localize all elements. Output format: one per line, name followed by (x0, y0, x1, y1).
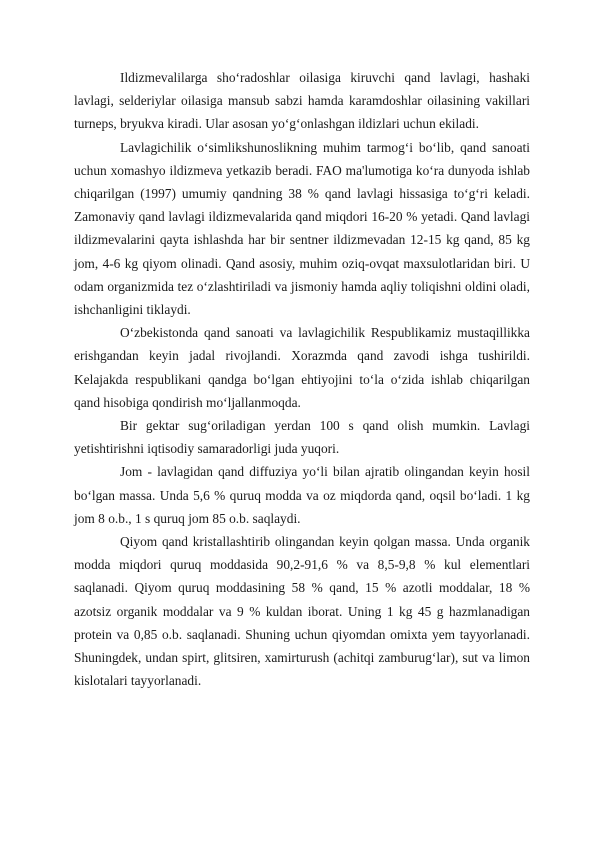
paragraph-root-vegetables: Ildizmevalilarga sho‘radoshlar oilasiga kiruvchi qand lavlagi, hashaki lavlagi, selderiylar oilasiga mansub sabzi hamda karamdoshlar oilasining vakillari turneps, bryukva kiradi. Ular asosan yo‘g‘onlashgan ildizlari uchun ekiladi. (74, 70, 530, 132)
paragraph-pulp: Jom - lavlagidan qand diffuziya yo‘li bilan ajratib olingandan keyin hosil bo‘lgan massa. Unda 5,6 % quruq modda va oz miqdorda qand, oqsil bo‘ladi. 1 kg jom 8 o.b., 1 s quruq jom 85 o.b. saqlaydi. (74, 464, 530, 526)
paragraph-molasses: Qiyom qand kristallashtirib olingandan keyin qolgan massa. Unda organik modda miqdori quruq moddasida 90,2-91,6 % va 8,5-9,8 % kul elementlari saqlanadi. Qiyom quruq moddasining 58 % qand, 15 % azotli moddalar, 18 % azotsiz organik moddalar va 9 % kuldan iborat. Uning 1 kg 45 g hazmlanadigan protein va 0,85 o.b. saqlanadi. Shuning uchun qiyomdan omixta yem tayyorlanadi. Shuningdek, undan spirt, glitsiren, xamirturush (achitqi zamburug‘lar), sut va limon kislotalari tayyorlanadi. (74, 534, 530, 689)
document-body (74, 66, 530, 692)
paragraph-uzbekistan-industry: O‘zbekistonda qand sanoati va lavlagichilik Respublikamiz mustaqillikka erishgandan keyin jadal rivojlandi. Xorazmda qand zavodi ishga tushirildi. Kelajakda respublikani qandga bo‘lgan ehtiyojini to‘la o‘zida ishlab chiqarilgan qand hisobiga qondirish mo‘ljallanmoqda. (74, 325, 530, 410)
paragraph-yield: Bir gektar sug‘oriladigan yerdan 100 s qand olish mumkin. Lavlagi yetishtirishni iqtisodiy samaradorligi juda yuqori. (74, 418, 530, 457)
paragraph-beet-growing: Lavlagichilik o‘simlikshunoslikning muhim tarmog‘i bo‘lib, qand sanoati uchun xomashyo ildizmeva yetkazib beradi. FAO ma'lumotiga ko‘ra dunyoda ishlab chiqarilgan (1997) umumiy qandning 38 % qand lavlagi hissasiga to‘g‘ri keladi. Zamonaviy qand lavlagi ildizmevalarida qand miqdori 16-20 % yetadi. Qand lavlagi ildizmevalarini qayta ishlashda har bir sentner ildizmevadan 12-15 kg qand, 85 kg jom, 4-6 kg qiyom olinadi. Qand asosiy, muhim oziq-ovqat maxsulotlaridan biri. U odam organizmida tez o‘zlashtiriladi va jismoniy hamda aqliy toliqishni oldini oladi, ishchanligini tiklaydi. (74, 139, 530, 318)
